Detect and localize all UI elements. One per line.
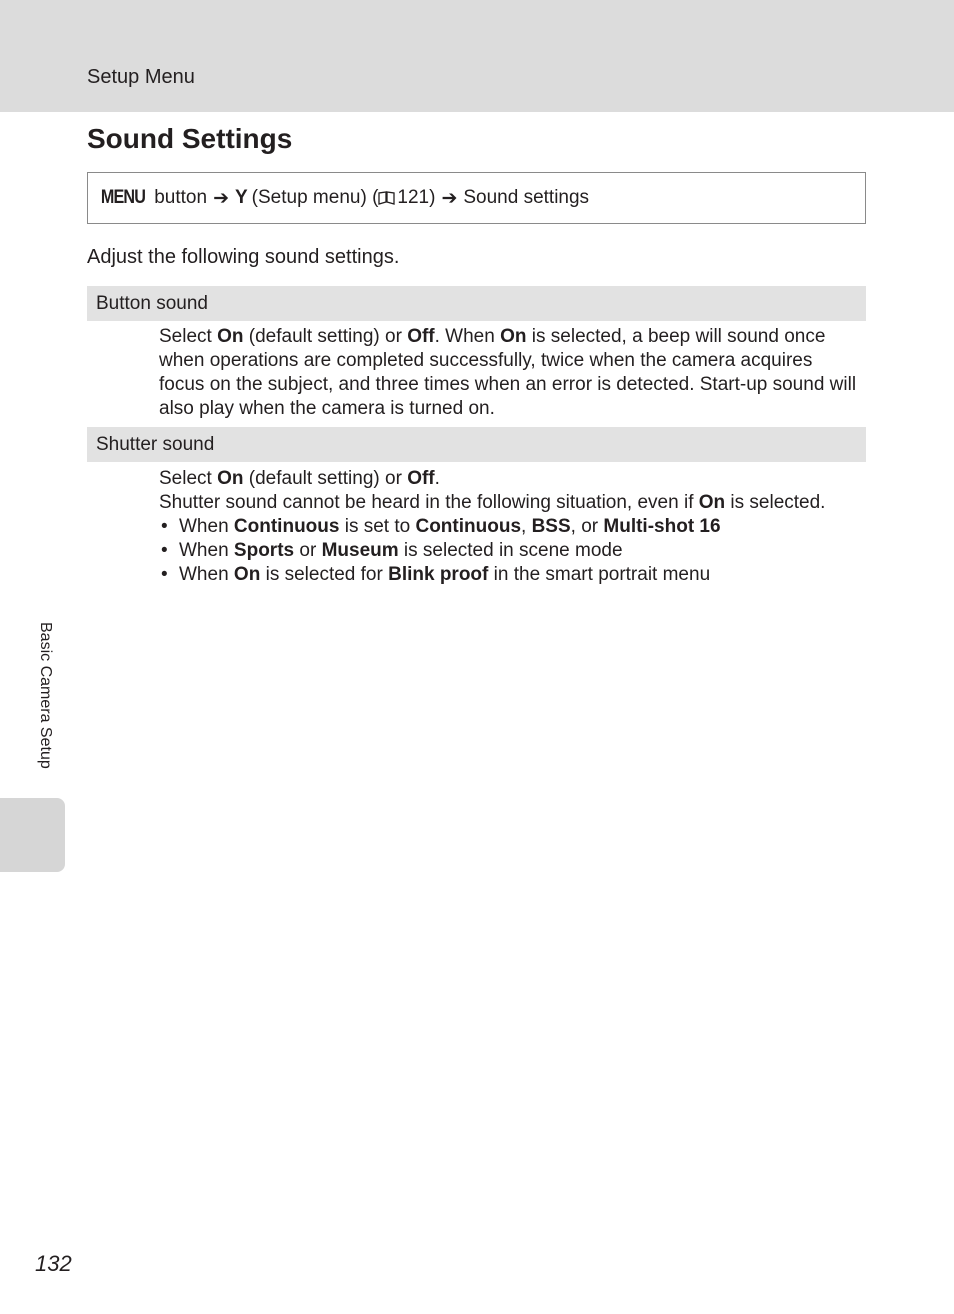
side-chapter-label: Basic Camera Setup <box>37 622 54 769</box>
list-item: • When Continuous is set to Continuous, BSS, or Multi-shot 16 <box>159 515 859 539</box>
nav-page-reference: 121) <box>397 187 436 208</box>
page-title: Sound Settings <box>87 123 293 154</box>
header-band <box>0 0 954 112</box>
menu-button-icon: MENU <box>100 187 146 208</box>
page-number: 132 <box>35 1251 72 1276</box>
arrow-right-icon: ➔ <box>213 187 229 209</box>
chapter-tab <box>0 798 65 872</box>
shutter-sound-description <box>159 467 859 587</box>
shutter-sound-line-1: Select On (default setting) or Off. <box>159 468 440 489</box>
navigation-path-box <box>87 172 866 224</box>
wrench-icon: Y <box>234 187 248 208</box>
button-sound-paragraph: Select On (default setting) or Off. When On is selected, a beep will sound once when operations are completed successfully, twice when the camera acquires focus on the subject, and three times when an error is detected. Start-up sound will also play when the camera is turned on. <box>159 326 857 419</box>
book-icon <box>378 191 395 205</box>
arrow-right-icon: ➔ <box>441 187 458 209</box>
nav-target: Sound settings <box>463 187 590 208</box>
button-sound-heading: Button sound <box>87 286 866 321</box>
list-item: • When Sports or Museum is selected in scene mode <box>159 539 859 563</box>
button-sound-description <box>159 325 859 421</box>
nav-setup-menu-text: (Setup menu) ( <box>251 187 379 208</box>
list-item: • When On is selected for Blink proof in the smart portrait menu <box>159 563 859 587</box>
shutter-sound-line-2: Shutter sound cannot be heard in the following situation, even if On is selected. <box>159 492 826 513</box>
section-label: Setup Menu <box>87 66 195 88</box>
intro-text: Adjust the following sound settings. <box>87 246 400 268</box>
nav-button-word: button <box>154 187 208 208</box>
shutter-sound-heading: Shutter sound <box>87 427 866 462</box>
exception-list <box>159 515 859 587</box>
